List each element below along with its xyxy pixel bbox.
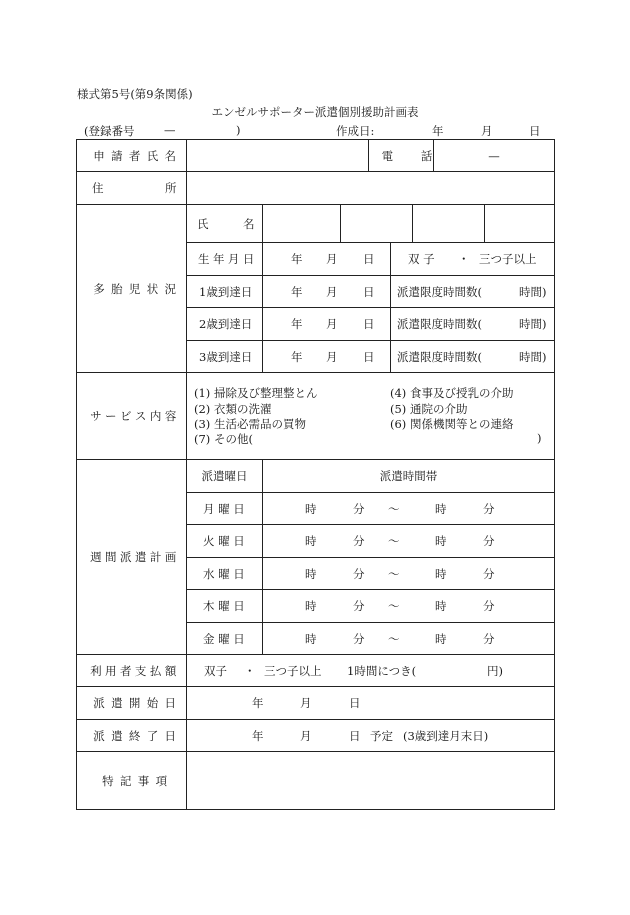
age-1-limit-field[interactable] — [391, 276, 554, 307]
applicant-name-field[interactable] — [187, 140, 368, 171]
age-2-limit-field[interactable] — [391, 308, 554, 340]
created-date-month: 月 — [481, 124, 493, 138]
weekly-time-field[interactable] — [263, 558, 554, 589]
child-name-label-a: 氏 — [197, 216, 209, 231]
address-label-left: 住 — [92, 181, 104, 195]
birth-type-triplets: 三つ子以上 — [479, 252, 537, 266]
payment-field[interactable] — [187, 655, 554, 686]
age-1-limit-label: 派遣限度時間数( — [397, 284, 482, 299]
start-date-label: 派遣開始日 — [93, 696, 183, 710]
weekly-day-label: 水 曜 日 — [203, 566, 245, 581]
birth-month: 月 — [326, 252, 338, 266]
birth-type-field[interactable] — [391, 243, 554, 275]
end-hour: 時 — [435, 534, 447, 548]
end-month: 月 — [300, 728, 312, 743]
age-3-limit-field[interactable] — [391, 341, 554, 372]
weekly-time-header: 派遣時間帯 — [379, 469, 438, 483]
form-code: 様式第5号(第9条関係) — [77, 87, 193, 101]
service-item-7[interactable]: (7) その他( — [194, 432, 253, 446]
start-year: 年 — [252, 696, 264, 710]
end-hour: 時 — [435, 566, 447, 581]
payment-twins: 双子 — [204, 663, 227, 678]
start-date-field[interactable] — [187, 687, 554, 719]
age-2-hours-unit: 時間) — [519, 317, 547, 331]
child-name-field-3[interactable] — [413, 205, 484, 242]
form-title: エンゼルサポーター派遣個別援助計画表 — [211, 105, 419, 119]
weekly-day-label: 木 曜 日 — [203, 599, 245, 613]
end-day: 日 — [349, 728, 361, 743]
age-3-hours-unit: 時間) — [519, 349, 547, 364]
end-hour: 時 — [435, 599, 447, 613]
range-tilde: 〜 — [388, 501, 400, 516]
end-year: 年 — [252, 728, 264, 743]
created-date-year: 年 — [432, 124, 444, 138]
remarks-field[interactable] — [187, 752, 554, 809]
end-note: (3歳到達月末日) — [403, 728, 489, 743]
service-item-1[interactable]: (1) 掃除及び整理整とん — [194, 386, 318, 400]
registration-number-label: (登録番号 — [84, 124, 135, 138]
address-field[interactable] — [187, 172, 554, 204]
age-2-year: 年 — [291, 317, 303, 331]
birth-type-twins: 双 子 — [408, 252, 435, 266]
birth-date-field[interactable] — [263, 243, 390, 275]
end-minute: 分 — [483, 501, 495, 516]
service-item-3[interactable]: (3) 生活必需品の買物 — [194, 417, 306, 431]
services-label: サービス内容 — [90, 409, 180, 423]
created-date-day: 日 — [529, 124, 541, 138]
end-date-field[interactable] — [187, 720, 554, 751]
phone-field[interactable] — [434, 140, 554, 171]
child-name-field-4[interactable] — [485, 205, 554, 242]
age-2-month: 月 — [326, 317, 338, 331]
age-3-month: 月 — [326, 349, 338, 364]
phone-dash: — — [488, 148, 500, 163]
range-tilde: 〜 — [388, 534, 400, 548]
start-hour: 時 — [305, 534, 317, 548]
end-minute: 分 — [483, 599, 495, 613]
child-name-label — [187, 205, 262, 242]
start-hour: 時 — [305, 631, 317, 646]
end-planned: 予定 — [370, 728, 393, 743]
start-minute: 分 — [353, 631, 365, 646]
end-minute: 分 — [483, 566, 495, 581]
birth-type-dot: ・ — [458, 252, 470, 266]
range-tilde: 〜 — [388, 566, 400, 581]
weekly-day-label: 金 曜 日 — [203, 631, 245, 646]
child-name-field-2[interactable] — [341, 205, 412, 242]
birth-date-label: 生年月日 — [198, 252, 258, 266]
age-2-day: 日 — [363, 317, 375, 331]
start-hour: 時 — [305, 599, 317, 613]
service-item-6[interactable]: (6) 関係機関等との連絡 — [390, 417, 514, 431]
age-1-date-field[interactable] — [263, 276, 390, 307]
weekly-day-label: 月 曜 日 — [203, 501, 245, 516]
payment-dot: ・ — [244, 663, 256, 678]
birth-day: 日 — [363, 252, 375, 266]
end-date-label: 派遣終了日 — [93, 728, 183, 743]
start-month: 月 — [300, 696, 312, 710]
birth-year: 年 — [291, 252, 303, 266]
start-minute: 分 — [353, 501, 365, 516]
age-3-limit-label: 派遣限度時間数( — [397, 349, 482, 364]
payment-yen: 円) — [487, 663, 503, 678]
end-hour: 時 — [435, 501, 447, 516]
age-1-month: 月 — [326, 284, 338, 299]
service-item-7-close: ) — [537, 431, 542, 445]
applicant-name-label: 申請者氏名 — [93, 148, 183, 163]
range-tilde: 〜 — [388, 599, 400, 613]
weekly-time-field[interactable] — [263, 590, 554, 622]
created-date-label: 作成日: — [336, 124, 375, 138]
start-hour: 時 — [305, 566, 317, 581]
age-2-date-field[interactable] — [263, 308, 390, 340]
service-item-4[interactable]: (4) 食事及び授乳の介助 — [390, 386, 514, 400]
payment-per-hour: 1時間につき( — [347, 663, 417, 678]
start-minute: 分 — [353, 566, 365, 581]
registration-number-close: ) — [236, 123, 241, 137]
end-minute: 分 — [483, 534, 495, 548]
age-2-label: 2歳到達日 — [199, 317, 253, 331]
child-name-label-b: 名 — [243, 216, 255, 231]
registration-number-dash: — — [164, 123, 176, 137]
age-3-date-field[interactable] — [263, 341, 390, 372]
end-hour: 時 — [435, 631, 447, 646]
service-item-5[interactable]: (5) 通院の介助 — [390, 402, 468, 416]
weekly-time-field[interactable] — [263, 525, 554, 557]
age-1-label: 1歳到達日 — [199, 284, 253, 299]
payment-label: 利用者支払額 — [90, 663, 180, 678]
address-label — [77, 172, 186, 204]
payment-triplets: 三つ子以上 — [264, 663, 322, 678]
age-1-hours-unit: 時間) — [519, 284, 547, 299]
address-label-right: 所 — [165, 181, 177, 195]
age-1-day: 日 — [363, 284, 375, 299]
age-3-day: 日 — [363, 349, 375, 364]
start-hour: 時 — [305, 501, 317, 516]
end-minute: 分 — [483, 631, 495, 646]
start-minute: 分 — [353, 599, 365, 613]
service-item-2[interactable]: (2) 衣類の洗濯 — [194, 402, 272, 416]
phone-label: 電 話 — [381, 148, 445, 163]
weekly-day-label: 火 曜 日 — [203, 534, 245, 548]
age-3-year: 年 — [291, 349, 303, 364]
start-minute: 分 — [353, 534, 365, 548]
weekly-day-header: 派遣曜日 — [201, 469, 248, 483]
weekly-plan-label: 週間派遣計画 — [90, 550, 180, 564]
age-3-label: 3歳到達日 — [199, 349, 253, 364]
weekly-time-field[interactable] — [263, 623, 554, 654]
remarks-label: 特記事項 — [102, 773, 174, 788]
age-1-year: 年 — [291, 284, 303, 299]
weekly-time-field[interactable] — [263, 493, 554, 524]
multiple-birth-label: 多胎児状況 — [93, 281, 183, 296]
range-tilde: 〜 — [388, 631, 400, 646]
services-list — [187, 373, 554, 459]
age-2-limit-label: 派遣限度時間数( — [397, 317, 482, 331]
child-name-field-1[interactable] — [263, 205, 340, 242]
start-day: 日 — [349, 696, 361, 710]
